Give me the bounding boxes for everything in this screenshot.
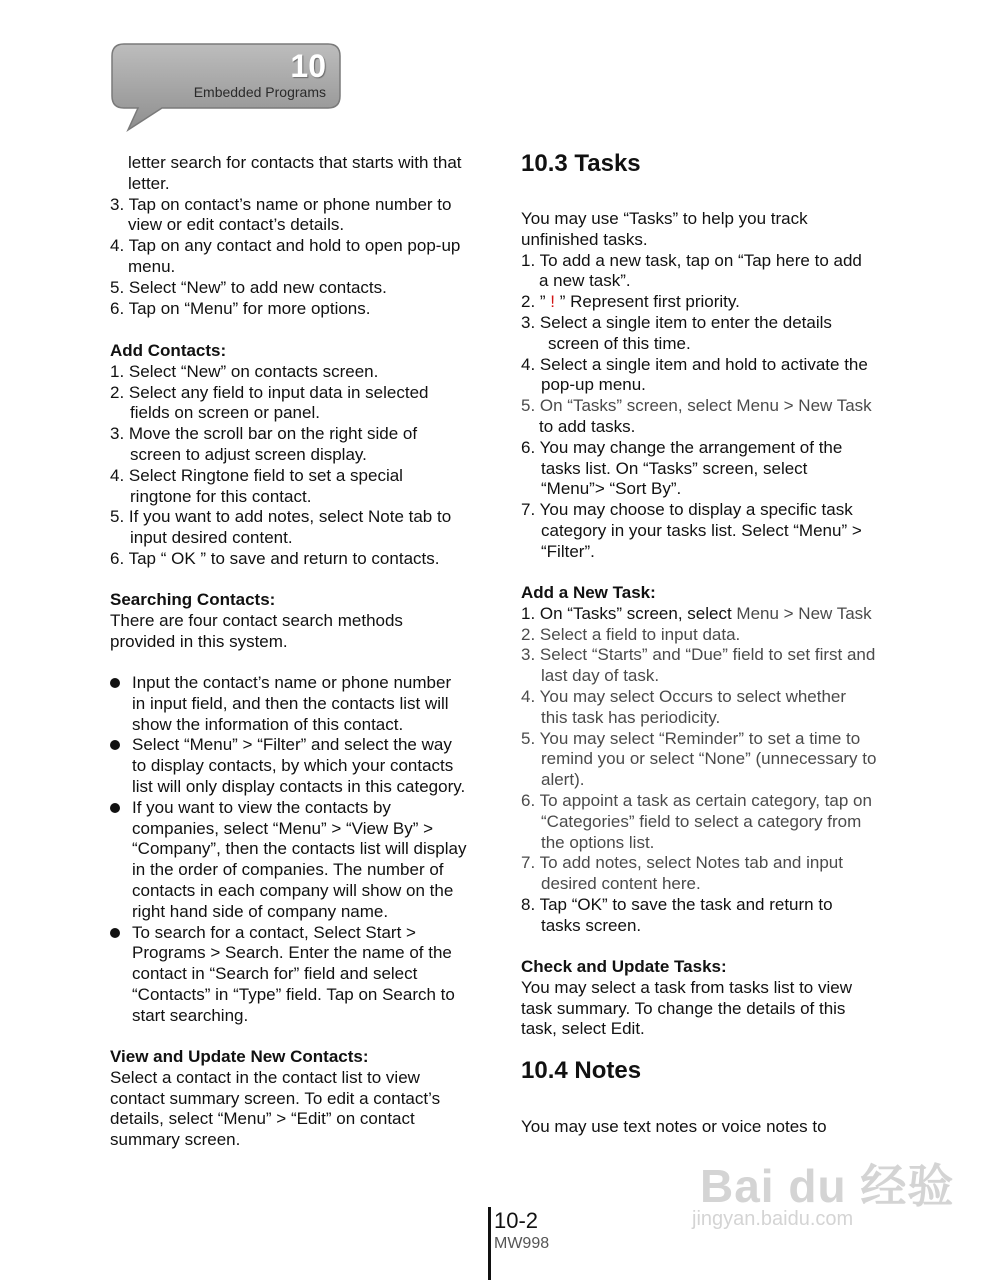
text-line: menu. [128,256,176,276]
text-line: “Contacts” in “Type” field. Tap on Search to [132,984,455,1004]
page-number: 10-2 [494,1208,539,1233]
text-line: this task has periodicity. [541,707,721,727]
text-line: “Filter”. [541,541,595,561]
priority-mark: ! [550,292,560,312]
text-line: tasks screen. [541,915,642,935]
model-label: MW998 [494,1235,550,1252]
chapter-number: 10 [290,48,326,84]
text-line: list will only display contacts in this category. [132,776,466,796]
add-task-section [521,583,876,937]
text-line: “Company”, then the contacts list will display [132,839,467,859]
text-line: 6. Tap “ OK ” to save and return to contacts. [110,548,440,568]
text-line: to add tasks. [539,416,636,436]
text-line: start searching. [132,1005,249,1025]
text-line: 8. Tap “OK” to save the task and return to [521,894,833,914]
text-line [521,604,876,625]
watermark-logo-text: Bai du 经验 [700,1160,955,1212]
list-item [110,798,492,923]
text-line: tasks list. On “Tasks” screen, select [541,458,808,478]
bullet-dot-icon [110,740,120,750]
text-line: 5. On “Tasks” screen, select Menu > New Task [521,396,872,416]
text-line: “Categories” field to select a category from [541,811,862,831]
text-line: desired content here. [541,874,701,894]
text-line: 2. Select any field to input data in selected [110,382,429,402]
text-line: pop-up menu. [541,375,646,395]
text-fragment: 2. ” [521,292,551,312]
text-line: contact summary screen. To edit a contact’s [110,1088,441,1108]
text-line: 2. Select a field to input data. [521,624,741,644]
text-line: summary screen. [110,1130,241,1150]
text-line: 7. You may choose to display a specific task [521,500,853,520]
text-line: 6. You may change the arrangement of the [521,437,843,457]
text-line: screen to adjust screen display. [130,444,367,464]
text-line: a new task”. [539,271,631,291]
text-line: in the order of companies. The number of [132,860,444,880]
notes-section-title: 10.4 Notes [521,1057,642,1084]
text-line: letter search for contacts that starts with that [128,153,462,172]
text-line: in input field, and then the contacts list will [132,693,449,713]
text-line: input desired content. [130,528,293,548]
searching-contacts-section [110,590,403,652]
text-line: 3. Select a single item to enter the details [521,312,832,332]
text-line: view or edit contact’s details. [128,215,345,235]
text-line: 1. To add a new task, tap on “Tap here to add [521,250,862,270]
text-line: 4. Select a single item and hold to activate the [521,354,868,374]
text-line: task summary. To change the details of this [521,998,846,1018]
bullet-dot-icon [110,678,120,688]
check-update-section [521,957,852,1040]
tasks-list [521,209,872,563]
text-line [521,292,872,313]
text-line: If you want to view the contacts by [132,797,391,817]
text-line: 5. If you want to add notes, select Note tab to [110,507,452,527]
text-line: task, select Edit. [521,1019,645,1039]
text-line: 1. Select “New” on contacts screen. [110,361,379,381]
text-line: screen of this time. [548,333,691,353]
section-heading: Add Contacts: [110,341,227,360]
text-line: unfinished tasks. [521,229,648,249]
text-line: 5. You may select “Reminder” to set a time to [521,728,861,748]
chapter-header-bubble [110,42,342,132]
text-line: “Menu”> “Sort By”. [541,479,682,499]
watermark-url: jingyan.baidu.com [692,1208,854,1230]
text-line: show the information of this contact. [132,714,404,734]
text-line: 6. To appoint a task as certain category, tap on [521,790,872,810]
text-line: To search for a contact, Select Start > [132,922,416,942]
text-line: Programs > Search. Enter the name of the [132,943,452,963]
text-fragment: 1. On “Tasks” screen, select [521,603,737,623]
text-line: 5. Select “New” to add new contacts. [110,277,387,297]
text-line: remind you or select “None” (unnecessary to [541,749,877,769]
text-line: Select a contact in the contact list to view [110,1067,420,1087]
text-line: companies, select “Menu” > “View By” > [132,818,434,838]
tasks-section-title: 10.3 Tasks [521,150,641,177]
section-heading: Check and Update Tasks: [521,957,727,976]
text-line: right hand side of company name. [132,901,389,921]
text-line: 4. Tap on any contact and hold to open pop-up [110,236,461,256]
text-line: contact in “Search for” field and select [132,964,418,984]
text-line: 3. Select “Starts” and “Due” field to set first and [521,645,876,665]
text-line: letter. [128,173,170,193]
text-line: There are four contact search methods [110,610,403,630]
bullet-dot-icon [110,928,120,938]
text-line: last day of task. [541,666,660,686]
add-contacts-section [110,341,451,570]
text-line: You may select a task from tasks list to view [521,977,852,997]
section-heading: View and Update New Contacts: [110,1047,369,1066]
text-line: fields on screen or panel. [130,403,320,423]
text-line: ringtone for this contact. [130,486,312,506]
bullet-dot-icon [110,803,120,813]
section-heading: Searching Contacts: [110,590,276,609]
text-line: Input the contact’s name or phone number [132,673,452,692]
text-line: to display contacts, by which your contacts [132,756,454,776]
chapter-title: Embedded Programs [193,84,326,100]
footer-divider [488,1207,491,1280]
baidu-watermark [692,1150,955,1230]
text-line: the options list. [541,832,655,852]
text-line: You may use “Tasks” to help you track [521,209,808,228]
list-item [110,923,492,1027]
text-line: 3. Tap on contact’s name or phone number to [110,194,452,214]
list-item [110,673,492,735]
notes-intro [521,1117,827,1138]
text-fragment: ” Represent first priority. [559,292,740,312]
section-heading: Add a New Task: [521,583,656,602]
intro-list [110,153,462,319]
text-line: provided in this system. [110,631,288,651]
text-line: 3. Move the scroll bar on the right side of [110,424,418,444]
search-methods-list [110,673,492,1027]
text-line: alert). [541,770,585,790]
text-line: details, select “Menu” > “Edit” on contact [110,1109,415,1129]
text-line: 4. Select Ringtone field to set a special [110,465,403,485]
text-line: 4. You may select Occurs to select whether [521,686,847,706]
text-line: contacts in each company will show on the [132,880,454,900]
text-line: 6. Tap on “Menu” for more options. [110,298,371,318]
list-item [110,735,492,797]
text-line: Select “Menu” > “Filter” and select the way [132,735,452,755]
text-line: You may use text notes or voice notes to [521,1117,827,1136]
text-line: 7. To add notes, select Notes tab and input [521,853,843,873]
text-line: category in your tasks list. Select “Menu” > [541,520,862,540]
view-update-section [110,1047,440,1151]
text-fragment: Menu > New Task [736,603,872,623]
